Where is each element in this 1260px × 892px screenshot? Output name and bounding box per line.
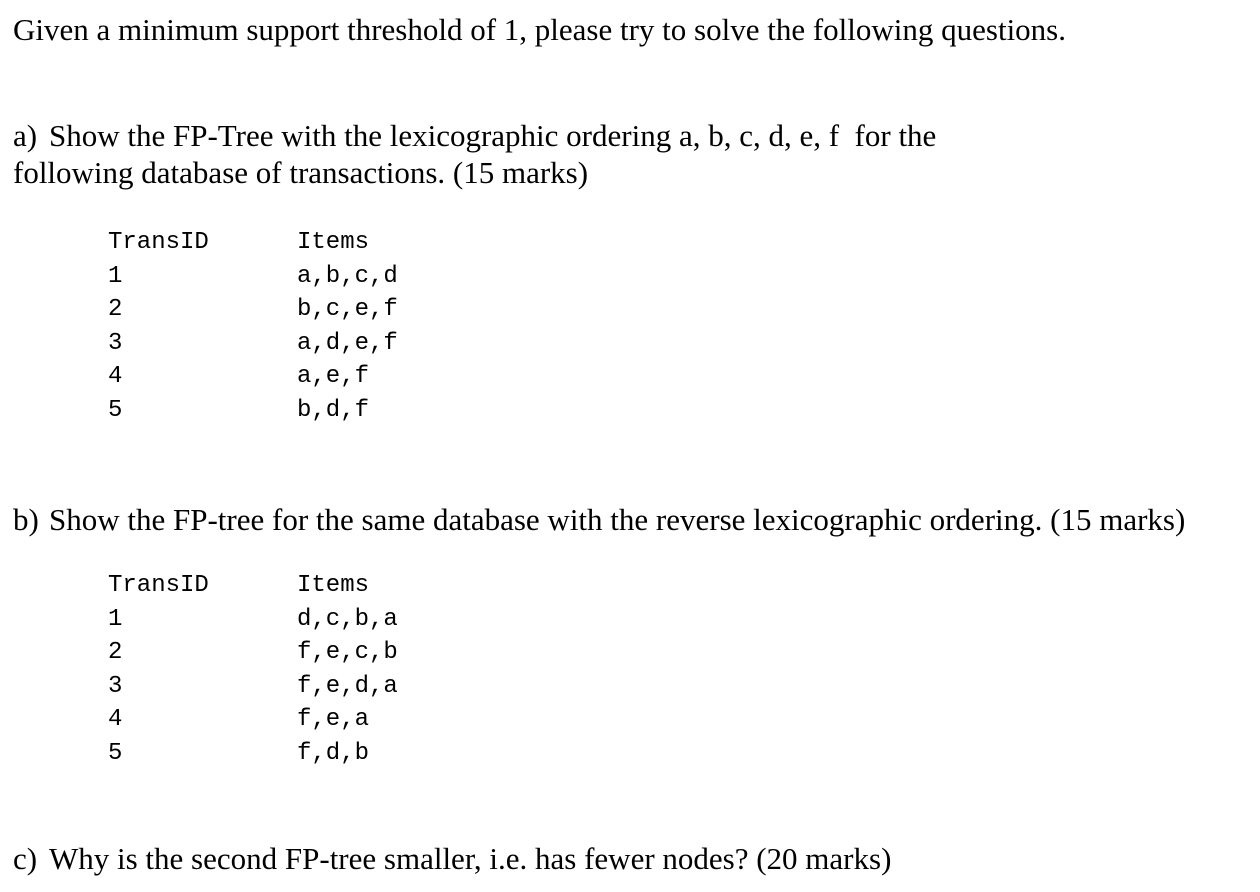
table-b-row-1-id: 1 bbox=[108, 605, 123, 633]
intro-text: Given a minimum support threshold of 1, please try to solve the following questions. bbox=[13, 12, 1067, 47]
question-a-label: a) bbox=[13, 118, 38, 153]
table-a-id-column bbox=[108, 226, 209, 427]
table-b-header-items: Items bbox=[297, 572, 370, 599]
question-b bbox=[13, 501, 1185, 539]
table-a-row-4-items: a,e,f bbox=[297, 363, 370, 390]
question-c bbox=[13, 840, 891, 878]
table-a-row-3-items: a,d,e,f bbox=[297, 329, 398, 357]
table-a-row-1-id: 1 bbox=[108, 262, 123, 290]
question-c-label: c) bbox=[13, 841, 38, 876]
table-b-items-column bbox=[297, 569, 398, 770]
table-a-row-2-id: 2 bbox=[108, 296, 123, 323]
table-b-row-2-id: 2 bbox=[108, 639, 123, 666]
table-a-row-5-id: 5 bbox=[108, 396, 123, 424]
table-a-items-column bbox=[297, 226, 398, 427]
table-b-row-5-id: 5 bbox=[108, 739, 123, 767]
question-c-text: Why is the second FP-tree smaller, i.e. has fewer nodes? (20 marks) bbox=[49, 841, 892, 876]
question-b-text: Show the FP-tree for the same database with the reverse lexicographic ordering. (15 marks) bbox=[49, 502, 1186, 537]
table-b-row-3-items: f,e,d,a bbox=[297, 672, 398, 700]
question-a-line2: following database of transactions. (15 marks) bbox=[13, 155, 589, 190]
table-b-row-4-items: f,e,a bbox=[297, 706, 370, 733]
table-a-row-4-id: 4 bbox=[108, 363, 123, 390]
question-b-label: b) bbox=[13, 502, 39, 537]
table-b-row-3-id: 3 bbox=[108, 672, 123, 700]
table-b-row-5-items: f,d,b bbox=[297, 739, 370, 767]
table-b-row-2-items: f,e,c,b bbox=[297, 639, 398, 666]
table-b-row-4-id: 4 bbox=[108, 706, 123, 733]
table-a-row-3-id: 3 bbox=[108, 329, 123, 357]
table-b-id-column bbox=[108, 569, 209, 770]
table-a-header-items: Items bbox=[297, 229, 370, 256]
table-b-header-transid: TransID bbox=[108, 572, 209, 599]
question-a bbox=[13, 117, 936, 155]
table-a-row-1-items: a,b,c,d bbox=[297, 262, 398, 290]
table-b-row-1-items: d,c,b,a bbox=[297, 605, 398, 633]
question-a-line1: Show the FP-Tree with the lexicographic ordering a, b, c, d, e, f for the bbox=[49, 118, 937, 153]
table-a-row-5-items: b,d,f bbox=[297, 396, 370, 424]
table-a-header-transid: TransID bbox=[108, 229, 209, 256]
table-a-row-2-items: b,c,e,f bbox=[297, 296, 398, 323]
